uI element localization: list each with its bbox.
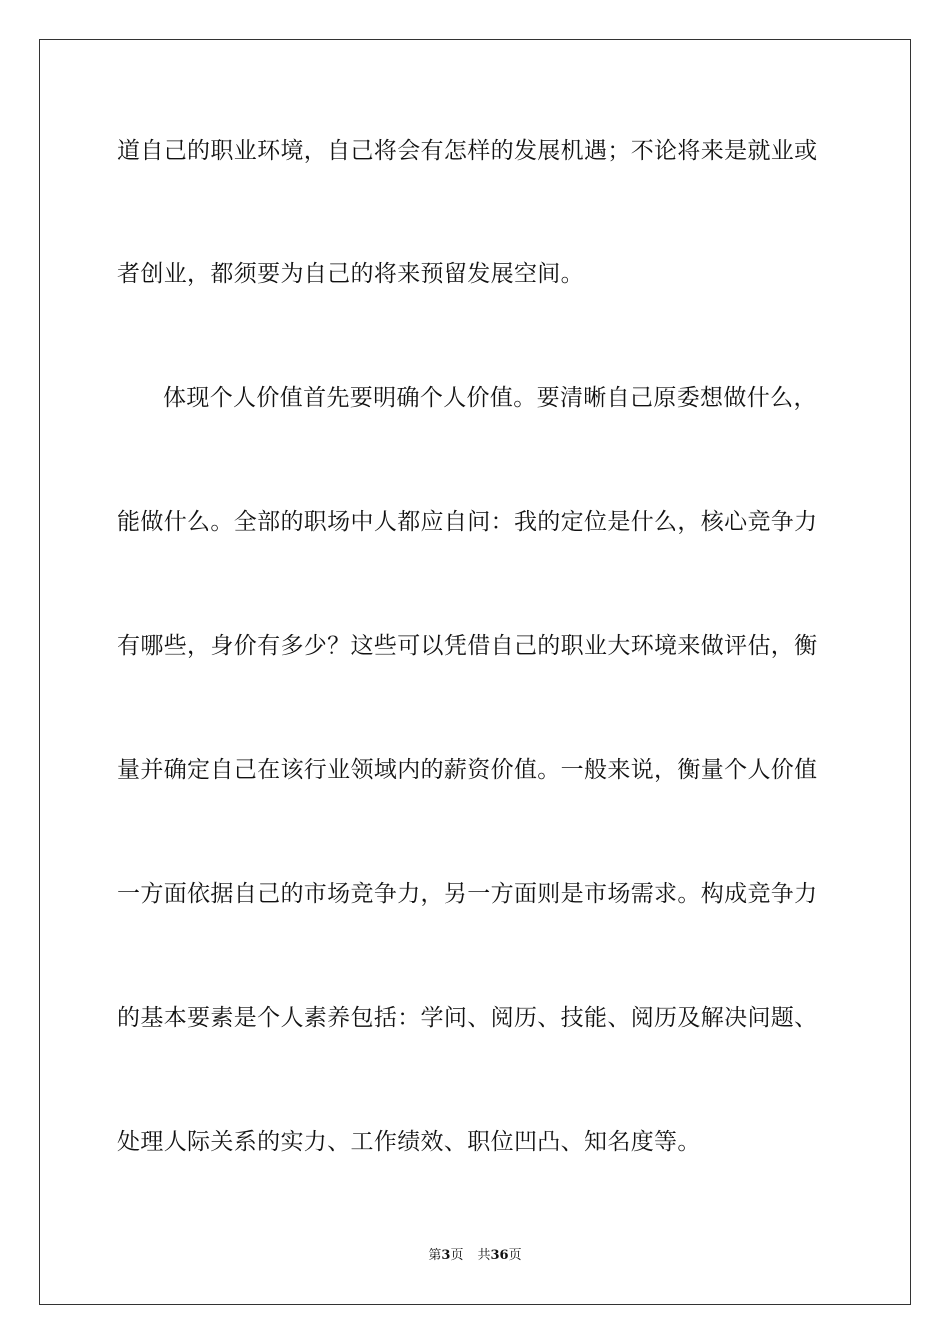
total-prefix: 共 (477, 1248, 491, 1263)
paragraph-first-line: 体现个人价值首先要明确个人价值。要清晰自己原委想做什么， (163, 385, 817, 411)
page-border (39, 39, 911, 1305)
current-page-number: 3 (441, 1248, 451, 1263)
body-text-line: 道自己的职业环境，自己将会有怎样的发展机遇；不论将来是就业或 (117, 138, 818, 164)
body-text-line: 者创业，都须要为自己的将来预留发展空间。 (117, 261, 584, 287)
total-unit: 页 (508, 1248, 522, 1263)
body-text-line: 量并确定自己在该行业领域内的薪资价值。一般来说，衡量个人价值 (117, 757, 818, 783)
page-footer (0, 1247, 950, 1265)
total-page-count: 36 (490, 1248, 509, 1263)
body-text-line: 有哪些，身价有多少？这些可以凭借自己的职业大环境来做评估，衡 (117, 633, 818, 659)
page-prefix: 第 (428, 1248, 442, 1263)
page-unit: 页 (450, 1248, 464, 1263)
body-text-line: 一方面依据自己的市场竞争力，另一方面则是市场需求。构成竞争力 (117, 881, 818, 907)
body-text-line: 的基本要素是个人素养包括：学问、阅历、技能、阅历及解决问题、 (117, 1005, 818, 1031)
body-text-line: 能做什么。全部的职场中人都应自问：我的定位是什么，核心竞争力 (117, 509, 818, 535)
body-text-line: 处理人际关系的实力、工作绩效、职位凹凸、知名度等。 (117, 1129, 701, 1155)
